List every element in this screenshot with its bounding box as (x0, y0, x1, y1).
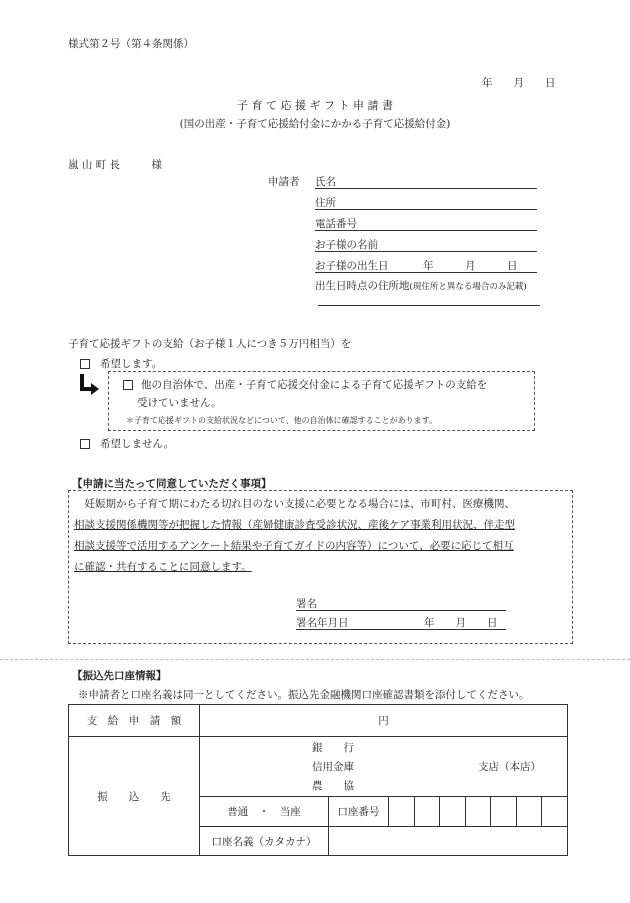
child-name-label: お子様の名前 (315, 239, 378, 251)
page-title: 子 育 て 応 援 ギ フ ト 申 請 書 (237, 99, 393, 112)
consent-line: 相談支援等で活用するアンケート結果や子育てガイドの内容等）について、必要に応じて相互 (74, 540, 514, 552)
sub-label-line2: 受けていません。 (137, 397, 222, 409)
page-subtitle: (国の出産・子育て応援給付金にかかる子育て応援給付金) (179, 118, 451, 130)
bank-note: ※申請者と口座名義は同一としてください。振込先金融機関口座確認書類を添付してください。 (78, 689, 530, 701)
arrow-corner-icon (78, 372, 102, 396)
date-line: 年 月 日 (482, 77, 556, 89)
sub-checkbox[interactable] (123, 380, 133, 390)
address-field[interactable] (315, 195, 537, 210)
account-digit-cell[interactable] (440, 797, 466, 827)
consent-heading: 【申請に当たって同意していただく事項】 (72, 478, 272, 490)
signature-label: 署名 (296, 598, 317, 610)
account-number-label: 口座番号 (329, 797, 389, 827)
want-label: 希望します。 (100, 358, 163, 370)
not-want-checkbox[interactable] (80, 439, 90, 449)
name-field[interactable] (315, 174, 537, 189)
address-at-birth-note: (現住所と異なる場合のみ記載) (409, 282, 527, 292)
branch-label: 支店（本店） (478, 761, 541, 773)
consent-text (74, 494, 515, 578)
name-label: 氏名 (315, 176, 336, 188)
account-digit-cell[interactable] (516, 797, 542, 827)
sub-option[interactable] (123, 377, 487, 392)
not-want-label: 希望しません。 (100, 438, 175, 450)
form-number: 様式第２号（第４条関係） (68, 38, 194, 50)
amount-unit: 円 (378, 715, 389, 727)
bank-heading: 【振込先口座情報】 (72, 670, 167, 682)
phone-field[interactable] (315, 216, 537, 231)
child-birthdate-field[interactable] (315, 258, 537, 273)
applicant-label: 申請者 (268, 176, 300, 188)
account-type-label[interactable]: 普通 ・ 当座 (200, 797, 329, 827)
birthdate-units: 年 月 日 (423, 260, 518, 272)
address-at-birth-row (315, 278, 527, 293)
child-birthdate-label: お子様の出生日 (315, 260, 389, 272)
signature-date-field[interactable] (296, 615, 506, 630)
amount-field[interactable] (200, 705, 568, 737)
account-name-field[interactable] (329, 827, 568, 856)
gift-statement: 子育て応援ギフトの支給（お子様１人につき５万円相当）を (68, 338, 352, 350)
phone-label: 電話番号 (315, 218, 357, 230)
child-name-field[interactable] (315, 237, 537, 252)
signature-date-units: 年 月 日 (424, 617, 498, 629)
address-at-birth-label: 出生日時点の住所地 (315, 280, 410, 292)
consent-line: 相談支援関係機関等が把握した情報（産婦健康診査受診状況、産後ケア事業利用状況、伴走型 (74, 519, 515, 531)
not-want-option[interactable] (80, 436, 174, 451)
addressee: 嵐 山 町 長 様 (68, 159, 163, 171)
bank-table (68, 704, 568, 856)
account-digit-cell[interactable] (465, 797, 491, 827)
cut-line-divider (0, 659, 630, 660)
institution-cell[interactable] (200, 737, 568, 797)
address-at-birth-field[interactable] (318, 293, 540, 306)
account-digit-cell[interactable] (389, 797, 415, 827)
account-digit-cell[interactable] (491, 797, 517, 827)
sub-label-line1: 他の自治体で、出産・子育て応援交付金による子育て応援ギフトの支給を (141, 379, 488, 391)
account-digit-cell[interactable] (542, 797, 568, 827)
sub-note: ＊子育て応援ギフトの支給状況などについて、他の自治体に確認することがあります。 (126, 416, 438, 425)
consent-line: に確認・共有することに同意します。 (74, 561, 252, 573)
want-option[interactable] (80, 356, 162, 371)
address-label: 住所 (315, 197, 336, 209)
institution-type-nokyo: 農 協 (312, 780, 354, 792)
signature-date-label: 署名年月日 (296, 617, 349, 629)
amount-label: 支 給 申 請 額 (69, 705, 200, 737)
account-digit-cell[interactable] (414, 797, 440, 827)
account-name-label: 口座名義（カタカナ） (200, 827, 329, 856)
consent-line: 妊娠期から子育て期にわたる切れ目のない支援に必要となる場合には、市町村、医療機関、 (74, 498, 515, 510)
institution-type-bank: 銀 行 (312, 742, 354, 754)
institution-type-shinkin: 信用金庫 (312, 761, 354, 773)
transfer-label: 振 込 先 (69, 737, 200, 856)
want-checkbox[interactable] (80, 359, 90, 369)
signature-field[interactable] (296, 596, 506, 611)
